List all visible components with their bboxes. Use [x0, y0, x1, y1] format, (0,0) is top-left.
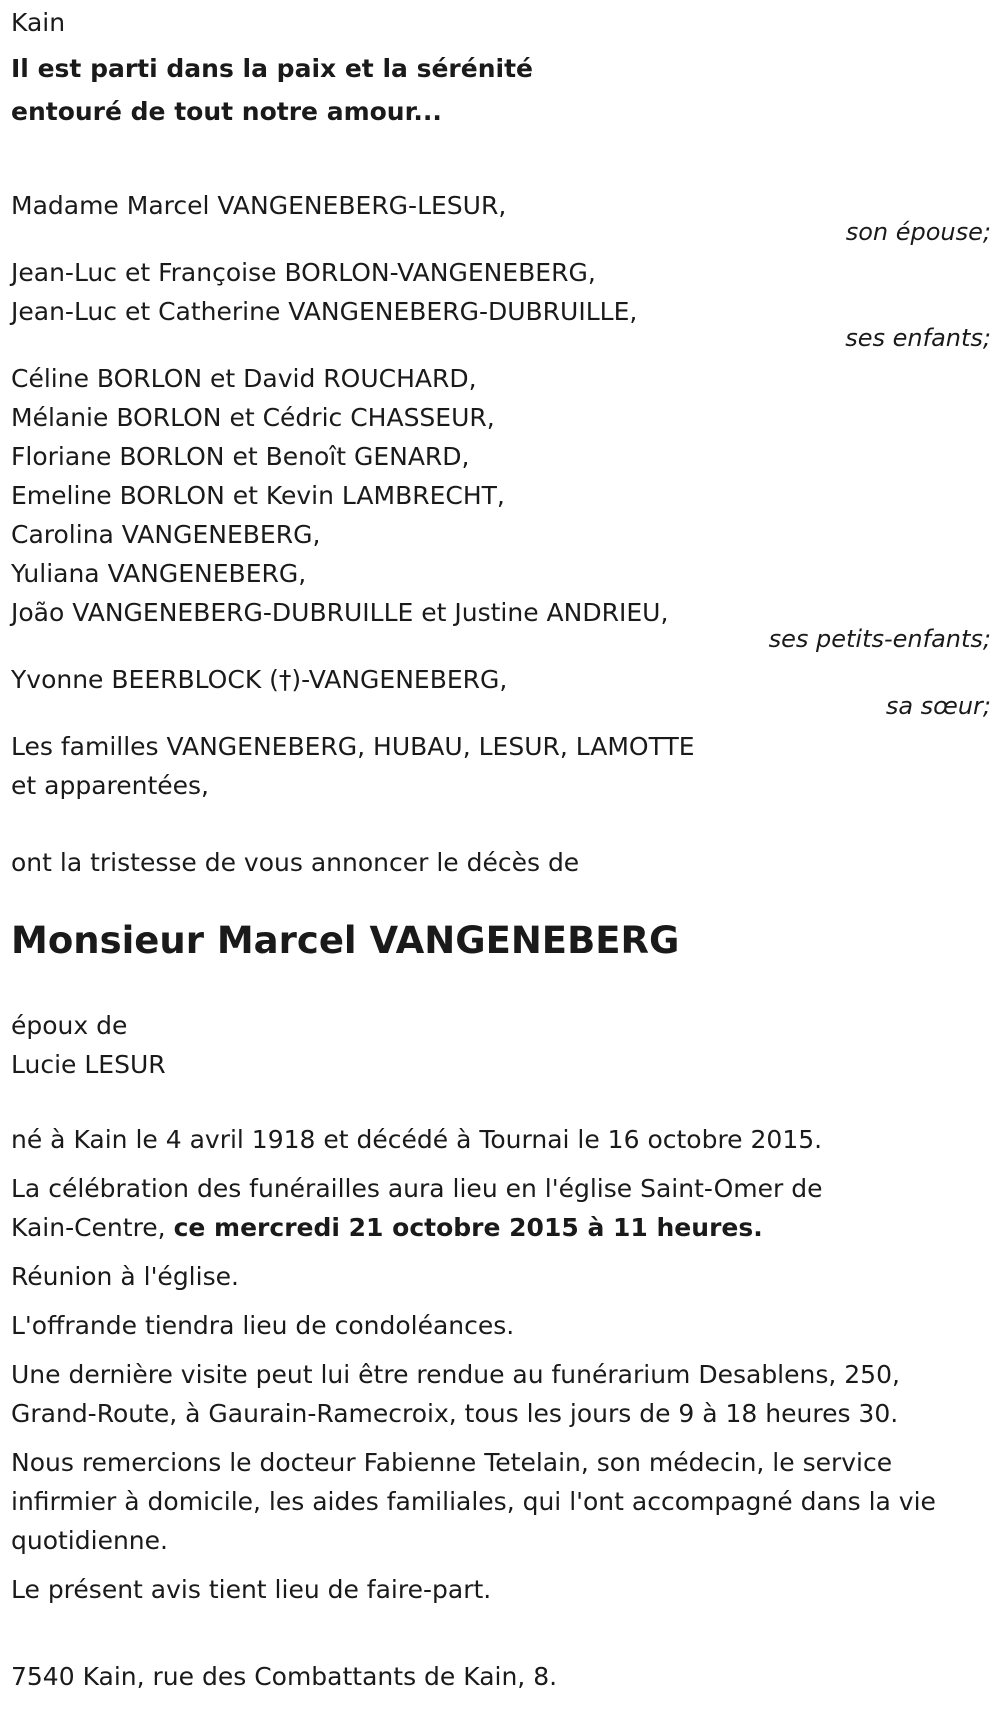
sister-block: [11, 660, 991, 719]
families-line: et apparentées,: [11, 771, 209, 800]
families-line: Les familles VANGENEBERG, HUBAU, LESUR, LAMOTTE: [11, 732, 695, 761]
location: Kain: [11, 8, 66, 37]
grandchild-name: João VANGENEBERG-DUBRUILLE et Justine ANDRIEU,: [11, 598, 669, 627]
spouse-block: [11, 186, 991, 245]
child-name: Jean-Luc et Catherine VANGENEBERG-DUBRUILLE,: [11, 297, 638, 326]
grandchild-name: Emeline BORLON et Kevin LAMBRECHT,: [11, 481, 505, 510]
birth-death: né à Kain le 4 avril 1918 et décédé à Tournai le 16 octobre 2015.: [11, 1125, 823, 1154]
grandchildren-relation: ses petits-enfants;: [768, 625, 991, 653]
intro-line-2: entouré de tout notre amour...: [11, 97, 442, 126]
grandchildren-block: [11, 359, 991, 652]
grandchild-name: Céline BORLON et David ROUCHARD,: [11, 364, 477, 393]
visit-paragraph: Une dernière visite peut lui être rendue au funérarium Desablens, 250, Grand-Route, à Gaurain-Ramecroix, tous les jours de 9 à 18 heures 30.: [11, 1360, 900, 1428]
ceremony-text: La célébration des funérailles aura lieu en l'église Saint-Omer de Kain-Centre,: [11, 1174, 823, 1242]
sister-relation: sa sœur;: [885, 692, 991, 720]
spouse-relation: son épouse;: [845, 218, 991, 246]
offering-paragraph: L'offrande tiendra lieu de condoléances.: [11, 1311, 515, 1340]
obituary-page: [11, 0, 991, 1696]
sister-name: Yvonne BEERBLOCK (†)-VANGENEBERG,: [11, 665, 508, 694]
spouse-of-label: époux de: [11, 1011, 128, 1040]
spouse-of-name: Lucie LESUR: [11, 1050, 166, 1079]
grandchild-name: Yuliana VANGENEBERG,: [11, 559, 307, 588]
notice-paragraph: Le présent avis tient lieu de faire-part.: [11, 1575, 492, 1604]
spouse-name: Madame Marcel VANGENEBERG-LESUR,: [11, 191, 507, 220]
announcement: ont la tristesse de vous annoncer le décès de: [11, 848, 580, 877]
intro-line-1: Il est parti dans la paix et la sérénité: [11, 54, 533, 83]
children-relation: ses enfants;: [845, 324, 991, 352]
deceased-name: Monsieur Marcel VANGENEBERG: [11, 919, 680, 962]
families-block: [11, 727, 991, 805]
meeting-paragraph: Réunion à l'église.: [11, 1262, 239, 1291]
spouse-of-block: [11, 1006, 991, 1084]
grandchild-name: Mélanie BORLON et Cédric CHASSEUR,: [11, 403, 495, 432]
child-name: Jean-Luc et Françoise BORLON-VANGENEBERG,: [11, 258, 596, 287]
children-block: [11, 253, 991, 351]
ceremony-paragraph: [11, 1169, 871, 1247]
grandchild-name: Floriane BORLON et Benoît GENARD,: [11, 442, 470, 471]
ceremony-date: ce mercredi 21 octobre 2015 à 11 heures.: [173, 1213, 763, 1242]
grandchild-name: Carolina VANGENEBERG,: [11, 520, 321, 549]
thanks-paragraph: Nous remercions le docteur Fabienne Tetelain, son médecin, le service infirmier à domicile, les aides familiales, qui l'ont accompagné dans la vie quotidienne.: [11, 1448, 936, 1555]
address: 7540 Kain, rue des Combattants de Kain, 8.: [11, 1662, 558, 1691]
